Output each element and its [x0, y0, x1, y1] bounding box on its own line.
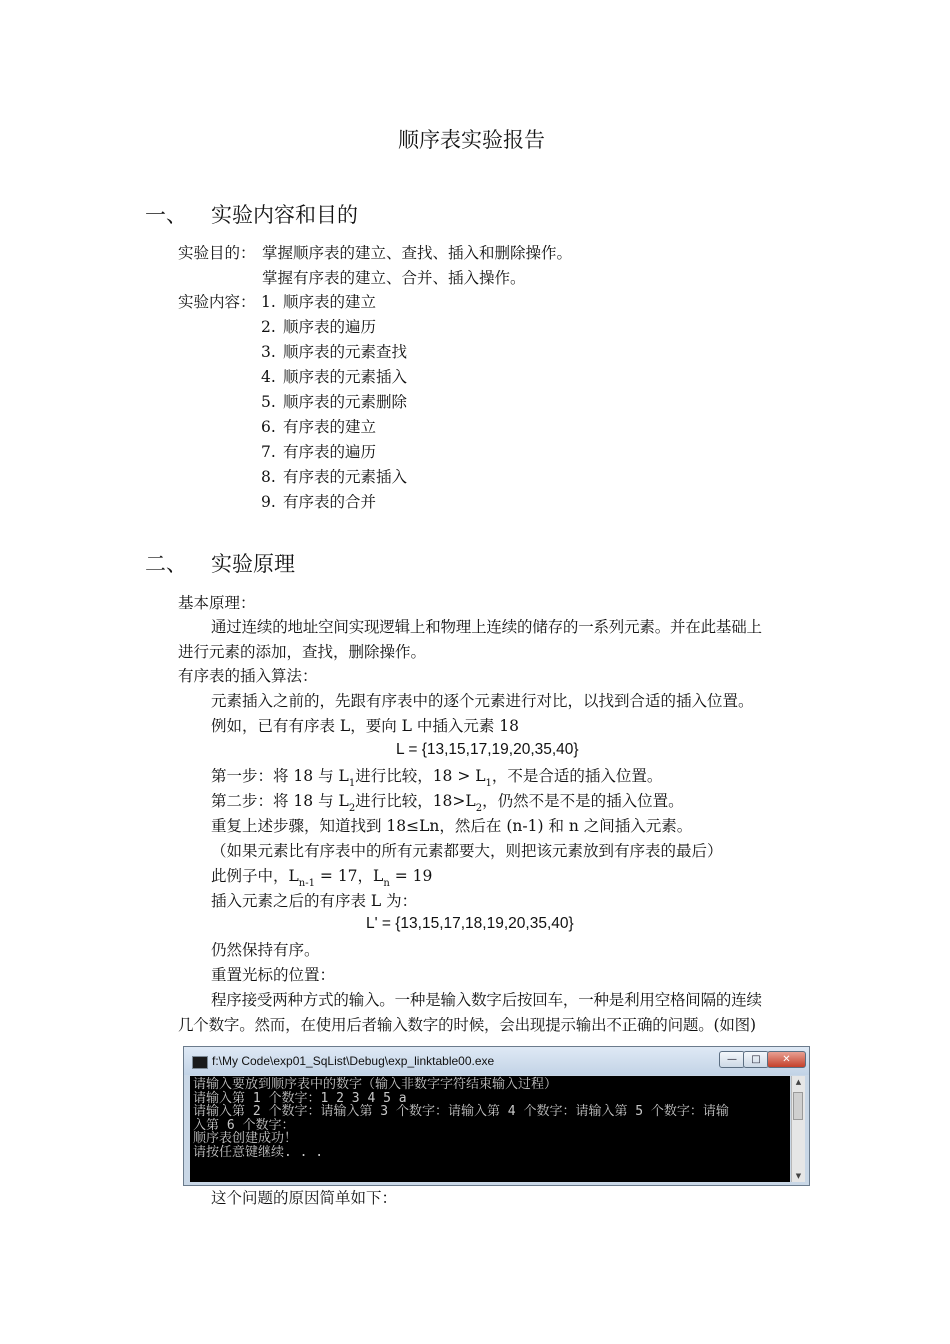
minimize-button[interactable]: —: [719, 1051, 745, 1068]
list-item: 1.: [261, 293, 276, 311]
scroll-thumb[interactable]: [793, 1092, 803, 1120]
section2-heading: 实验原理: [211, 552, 295, 576]
console-line: 请按任意键继续. . .: [193, 1144, 324, 1160]
basic-label: 基本原理：: [178, 594, 256, 612]
list-item: 有序表的合并: [283, 493, 377, 511]
list-item: 7.: [261, 443, 276, 461]
cursor-reset-label: 重置光标的位置：: [211, 966, 336, 984]
purpose-label: 实验目的：: [178, 244, 256, 262]
section1-heading: 实验内容和目的: [211, 203, 358, 227]
list-item: 6.: [261, 418, 276, 436]
list-item: 有序表的元素插入: [283, 468, 408, 486]
console-line: 请输入第 1 个数字：1 2 3 4 5 a: [193, 1090, 407, 1106]
console-line: 顺序表创建成功！: [193, 1131, 298, 1146]
maximize-button[interactable]: □: [743, 1051, 769, 1068]
list-item: 顺序表的遍历: [283, 318, 377, 336]
content-label: 实验内容：: [178, 293, 256, 311]
basic-paragraph-line-1: 通过连续的地址空间实现逻辑上和物理上连续的储存的一系列元素。并在此基础上: [211, 618, 762, 636]
list-item: 顺序表的元素删除: [283, 393, 408, 411]
list-item: 4.: [261, 368, 276, 386]
reason-line: 这个问题的原因简单如下：: [211, 1189, 398, 1207]
scroll-down-icon[interactable]: ▼: [795, 1172, 802, 1180]
list-item: 顺序表的元素查找: [283, 343, 408, 361]
algo-line-1: 元素插入之前的，先跟有序表中的逐个元素进行对比，以找到合适的插入位置。: [211, 692, 754, 710]
console-line: 请输入第 2 个数字：请输入第 3 个数字：请输入第 4 个数字：请输入第 5 个数字：请输: [193, 1104, 729, 1119]
purpose-line-2: 掌握有序表的建立、合并、插入操作。: [262, 269, 526, 287]
console-app-icon: [192, 1056, 208, 1069]
close-button[interactable]: ✕: [767, 1051, 806, 1068]
list-item: 有序表的遍历: [283, 443, 377, 461]
still-ordered-line: 仍然保持有序。: [211, 941, 320, 959]
after-insert-line: 插入元素之后的有序表 L 为：: [211, 892, 418, 910]
input-paragraph-line-2: 几个数字。然而，在使用后者输入数字的时候，会出现提示输出不正确的问题。(如图): [178, 1016, 756, 1034]
list-item: 5.: [261, 393, 276, 411]
scroll-up-icon[interactable]: ▲: [795, 1078, 802, 1086]
list-item: 2.: [261, 318, 276, 336]
example-values-line: 此例子中，$L_{n-1} = 17$，$L_n = 19$: [211, 867, 433, 889]
algo-example-line: 例如，已有有序表 L，要向 L 中插入元素 18: [211, 717, 520, 735]
list-item: 顺序表的建立: [283, 293, 377, 311]
algo-label: 有序表的插入算法：: [178, 667, 318, 685]
purpose-line-1: 掌握顺序表的建立、查找、插入和删除操作。: [262, 244, 573, 262]
console-line: 请输入要放到顺序表中的数字（输入非数字字符结束输入过程）: [193, 1077, 558, 1092]
repeat-line: 重复上述步骤，知道找到 18≤Ln，然后在 (n-1) 和 n 之间插入元素。: [211, 817, 693, 835]
formula-1: L = {13,15,17,19,20,35,40}: [396, 741, 579, 758]
list-item: 顺序表的元素插入: [283, 368, 408, 386]
console-title: f:\My Code\exp01_SqList\Debug\exp_linktable00.exe: [212, 1054, 495, 1068]
input-paragraph-line-1: 程序接受两种方式的输入。一种是输入数字后按回车，一种是利用空格间隔的连续: [211, 991, 762, 1009]
list-item: 9.: [261, 493, 276, 511]
console-scrollbar[interactable]: [791, 1076, 805, 1182]
page-title: 顺序表实验报告: [398, 128, 545, 152]
step-1-line: 第一步：将 18 与 $L_1$进行比较，$18 > L_1$，不是合适的插入位置。: [211, 767, 663, 789]
note-line: （如果元素比有序表中的所有元素都要大，则把该元素放到有序表的最后）: [211, 842, 723, 860]
list-item: 8.: [261, 468, 276, 486]
console-output: [190, 1076, 790, 1182]
formula-2: L' = {13,15,17,18,19,20,35,40}: [366, 915, 574, 932]
step-2-line: 第二步：将 18 与 $L_2$进行比较，$18>L_2$，仍然不是不是的插入位置。: [211, 792, 684, 814]
console-title-bar: [184, 1047, 809, 1075]
section2-number: 二、: [145, 552, 187, 576]
section1-number: 一、: [145, 203, 187, 227]
console-line: 入第 6 个数字：: [193, 1117, 295, 1133]
list-item: 有序表的建立: [283, 418, 377, 436]
basic-paragraph-line-2: 进行元素的添加，查找，删除操作。: [178, 643, 427, 661]
list-item: 3.: [261, 343, 276, 361]
console-window: [183, 1046, 810, 1186]
